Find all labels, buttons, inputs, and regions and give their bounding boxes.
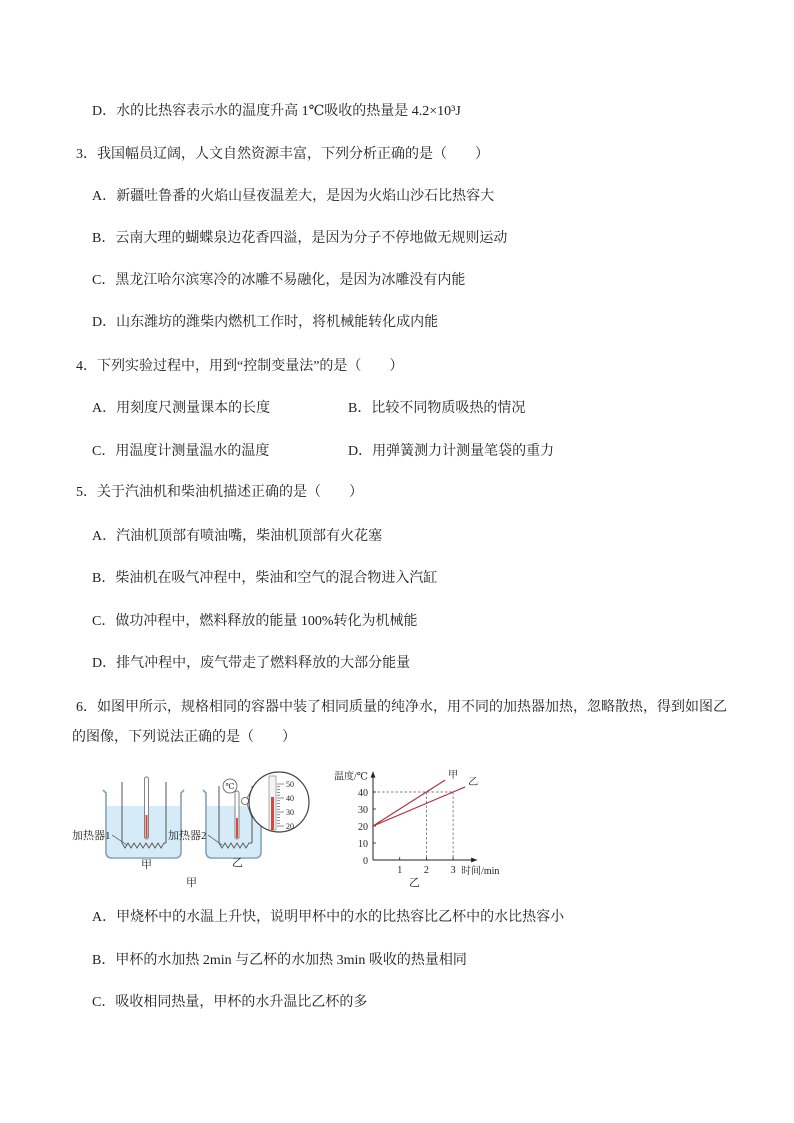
zoom-thermometer-liquid xyxy=(271,797,274,830)
y-tick-label-10: 10 xyxy=(358,839,368,850)
thermometer-zoom xyxy=(249,772,309,832)
question-6-stem-line-1: 6．如图甲所示，规格相同的容器中装了相同质量的纯净水，用不同的加热器加热，忽略散热，得到如图乙 xyxy=(76,700,727,715)
x-tick-label-3: 3 xyxy=(450,865,456,876)
question-4-option-a: A．用刻度尺测量课本的长度 xyxy=(92,401,271,416)
x-tick-label-1: 1 xyxy=(397,865,403,876)
y-tick-label-40: 40 xyxy=(358,788,368,799)
figure-caption-right: 乙 xyxy=(408,877,420,889)
y-tick-label-0: 0 xyxy=(363,856,368,867)
y-axis-label: 温度/℃ xyxy=(334,771,368,783)
y-tick-label-20: 20 xyxy=(358,822,368,833)
question-5-option-c: C．做功冲程中，燃料释放的能量 100%转化为机械能 xyxy=(92,614,418,629)
temperature-time-graph xyxy=(334,769,499,889)
series-line-0 xyxy=(373,780,445,826)
y-axis-arrow xyxy=(371,772,376,778)
thermometer-1-liquid xyxy=(146,815,148,838)
question-4-option-b: B．比较不同物质吸热的情况 xyxy=(348,401,526,416)
magnifier-source-circle xyxy=(242,798,249,805)
series-label-0: 甲 xyxy=(448,770,459,782)
heater-2-label: 加热器2 xyxy=(168,830,207,842)
question-6-figure xyxy=(60,760,530,900)
zoom-scale-label-20: 20 xyxy=(286,822,294,831)
x-axis-arrow xyxy=(471,858,477,863)
question-6-option-c: C．吸收相同热量，甲杯的水升温比乙杯的多 xyxy=(92,995,368,1010)
series-line-1 xyxy=(373,787,465,826)
zoom-scale-label-30: 30 xyxy=(286,808,294,817)
x-tick-label-2: 2 xyxy=(423,865,429,876)
y-tick-label-30: 30 xyxy=(358,805,368,816)
question-3-option-c: C．黑龙江哈尔滨寒冷的冰雕不易融化，是因为冰雕没有内能 xyxy=(92,273,466,288)
question-3-option-d: D．山东潍坊的潍柴内燃机工作时，将机械能转化成内能 xyxy=(92,315,439,330)
option-d-previous: D．水的比热容表示水的温度升高 1℃吸收的热量是 4.2×10³J xyxy=(92,104,461,119)
question-3-stem: 3．我国幅员辽阔，人文自然资源丰富，下列分析正确的是（ ） xyxy=(76,147,489,162)
question-6-stem-line-2: 的图像，下列说法正确的是（ ） xyxy=(72,730,296,745)
question-3-option-a: A．新疆吐鲁番的火焰山昼夜温差大，是因为火焰山沙石比热容大 xyxy=(92,189,495,204)
question-5-option-b: B．柴油机在吸气冲程中，柴油和空气的混合物进入汽缸 xyxy=(92,571,438,586)
question-6-option-b: B．甲杯的水加热 2min 与乙杯的水加热 3min 吸收的热量相同 xyxy=(92,953,467,968)
beaker-1-label: 甲 xyxy=(141,859,152,871)
thermometer-2-liquid xyxy=(236,818,238,838)
question-5-stem: 5．关于汽油机和柴油机描述正确的是（ ） xyxy=(76,485,363,500)
zoom-scale-label-50: 50 xyxy=(286,780,294,789)
zoom-scale-label-40: 40 xyxy=(286,794,294,803)
series-label-1: 乙 xyxy=(468,776,479,788)
figure-caption-left: 甲 xyxy=(186,877,197,889)
beaker-1 xyxy=(103,777,184,858)
question-4-option-d: D．用弹簧测力计测量笔袋的重力 xyxy=(348,444,555,459)
question-4-stem: 4．下列实验过程中，用到“控制变量法”的是（ ） xyxy=(76,359,404,374)
heater-1-label: 加热器1 xyxy=(72,830,111,842)
question-3-option-b: B．云南大理的蝴蝶泉边花香四溢，是因为分子不停地做无规则运动 xyxy=(92,231,508,246)
x-axis-label: 时间/min xyxy=(461,866,500,877)
question-6-option-a: A．甲烧杯中的水温上升快，说明甲杯中的水的比热容比乙杯中的水比热容小 xyxy=(92,910,565,925)
beaker-2-label: 乙 xyxy=(232,857,243,869)
thermometer-unit-label: ℃ xyxy=(225,782,235,791)
question-5-option-a: A．汽油机顶部有喷油嘴，柴油机顶部有火花塞 xyxy=(92,529,383,544)
question-5-option-d: D．排气冲程中，废气带走了燃料释放的大部分能量 xyxy=(92,656,411,671)
question-4-option-c: C．用温度计测量温水的温度 xyxy=(92,444,270,459)
